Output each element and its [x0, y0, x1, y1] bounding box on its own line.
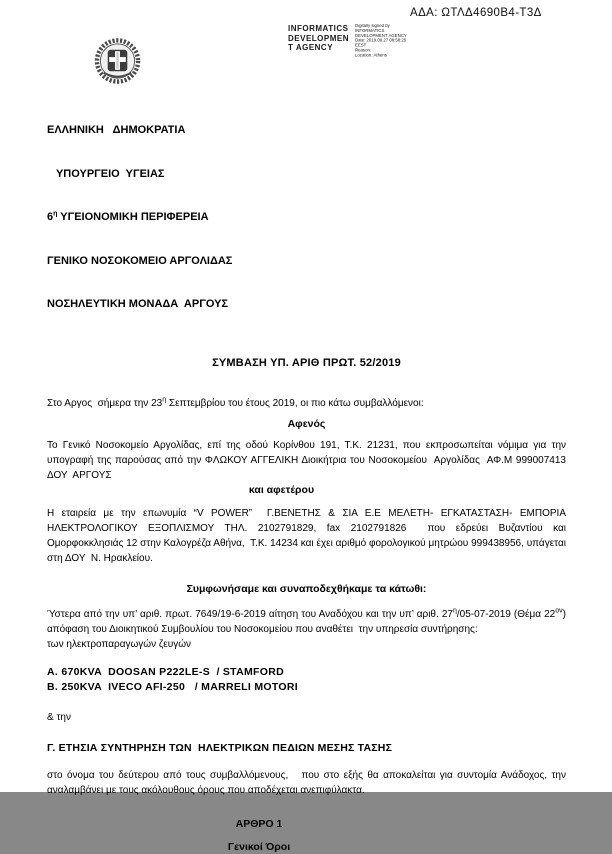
article-1-heading: ΑΡΘΡΟ 1	[235, 817, 283, 830]
party2-heading: και αφετέρου	[248, 483, 315, 496]
digital-signature-stamp	[288, 24, 485, 72]
letterhead	[47, 94, 566, 341]
intro-text: Στο Αργος σήμερα την 23	[47, 397, 163, 409]
agency-line: DEVELOPMEN	[288, 33, 350, 43]
decision-text: ) απόφαση του Διοικητικού Συμβουλίου του Νοσοκομείου που αναθέτει την υπηρεσία συντήρησης:	[47, 608, 569, 635]
region-ordinal-sup: η	[53, 210, 58, 218]
and-connector: & την	[47, 711, 71, 723]
signature-detail-line: Location: Athens	[355, 53, 387, 58]
letterhead-line-unit: ΝΟΣΗΛΕΥΤΙΚΗ ΜΟΝΑΔΑ ΑΡΓΟΥΣ	[47, 298, 229, 310]
letterhead-line-region	[47, 210, 566, 225]
maintenance-item-c: Γ. ΕΤΗΣΙΑ ΣΥΝΤΗΡΗΣΗ ΤΩΝ ΗΛΕΚΤΡΙΚΩΝ ΠΕΔΙΩΝ ΜΕΣΗΣ ΤΑΣΗΣ	[47, 741, 393, 754]
agreement-heading: Συμφωνήσαμε και συναποδεχθήκαμε τα κάτωθι:	[186, 582, 427, 595]
intro-text: Σεπτεμβρίου του έτους 2019, οι πιο κάτω συμβαλλόμενοι:	[166, 397, 424, 409]
greek-national-emblem-icon	[94, 37, 141, 85]
region-number: 6	[47, 211, 54, 223]
signature-details	[355, 24, 449, 58]
decision-text: Ύστερα από την υπ’ αριθ. πρωτ. 7649/19-6-2019 αίτηση του Αναδόχου και την υπ’ αριθ. 27	[47, 608, 453, 620]
party1-heading: Αφενός	[287, 417, 326, 430]
decision-text: /05-07-2019 (Θέμα 22	[456, 608, 556, 620]
signature-detail-line: INFORMATICS	[355, 28, 385, 34]
closing-paragraph: στο όνομα του δεύτερου από τους συμβαλλόμενους, που στο εξής θα αποκαλείται για συντομία Ανάδοχος, την αναλαμβάνει με τους ακόλουθους όρους που αποδέχεται ανεπιφύλακτα.	[47, 769, 569, 796]
signature-detail-line: Reason:	[355, 48, 372, 53]
decision-paragraph	[47, 607, 569, 637]
generator-item-b: Β. 250KVA IVECO AFI-250 / MARRELI MOTORI	[47, 680, 298, 693]
topic-ordinal-sup: ον	[555, 607, 563, 615]
region-name: ΥΓΕΙΟΝΟΜΙΚΗ ΠΕΡΙΦΕΡΕΙΑ	[57, 211, 209, 223]
intro-line	[47, 396, 566, 411]
contract-title: ΣΥΜΒΑΣΗ ΥΠ. ΑΡΙΘ ΠΡΩΤ. 52/2019	[212, 356, 401, 369]
party1-paragraph: Το Γενικό Νοσοκομείο Αργολίδας, επί της οδού Κορίνθου 191, Τ.Κ. 21231, που εκπροσωπείται νόμιμα για την υπογραφή της παρούσας από την ΦΛΩΚΟΥ ΑΓΓΕΛΙΚΗ Διοικήτρια του Νοσοκομείου Αργολίδας ΑΦ.Μ 999007413 ΔΟΥ ΑΡΓΟΥΣ	[47, 439, 569, 481]
letterhead-line-republic: ΕΛΛΗΝΙΚΗ ΔΗΜΟΚΡΑΤΙΑ	[47, 124, 186, 136]
letterhead-line-hospital: ΓΕΝΙΚΟ ΝΟΣΟΚΟΜΕΙΟ ΑΡΓΟΛΙΔΑΣ	[47, 254, 233, 267]
signature-detail-line: Digitally signed by	[355, 24, 390, 29]
ada-number: ΑΔΑ: ΩΤΛΔ4690Β4-Τ3Δ	[410, 7, 542, 19]
maintenance-subject-line: των ηλεκτροπαραγωγών ζευγών	[47, 638, 192, 650]
signature-detail-line: DEVELOPMENT AGENCY	[355, 33, 407, 39]
decision-ordinal-sup: η	[452, 607, 457, 615]
signature-agency-name	[288, 24, 350, 72]
generator-item-a: Α. 670KVA DOOSAN P222LE-S / STAMFORD	[47, 665, 284, 678]
article-1-subtitle: Γενικοί Όροι	[227, 840, 291, 853]
document-body	[47, 94, 569, 854]
signature-detail-line: EEST	[355, 43, 367, 48]
date-ordinal-sup: η	[162, 396, 167, 404]
letterhead-line-ministry: ΥΠΟΥΡΓΕΙΟ ΥΓΕΙΑΣ	[47, 167, 165, 180]
agency-line: INFORMATICS	[288, 24, 349, 33]
signature-detail-line: Date: 2019.09.27 08:58:25	[355, 38, 407, 44]
agency-line: T AGENCY	[288, 43, 334, 52]
party2-paragraph: Η εταιρεία με την επωνυμία “V POWER” Γ.ΒΕΝΕΤΗΣ & ΣΙΑ Ε.Ε ΜΕΛΕΤΗ- ΕΓΚΑΤΑΣΤΑΣΗ- ΕΜΠΟΡΙΑ ΗΛΕΚΤΡΟΛΟΓΙΚΟΥ ΕΞΟΠΛΙΣΜΟΥ ΤΗΛ. 2102791829, fax 2102791826 που εδρεύει Βυζαντίου και Ομορφοκκλησιάς 12 στην Καλογρέζα Αθήνα, Τ.Κ. 14234 και έχει αριθμό φορολογικού μητρώου 999438956, υπάγεται στη ΔΟΥ Ν. Ηρακλείου.	[47, 507, 569, 564]
